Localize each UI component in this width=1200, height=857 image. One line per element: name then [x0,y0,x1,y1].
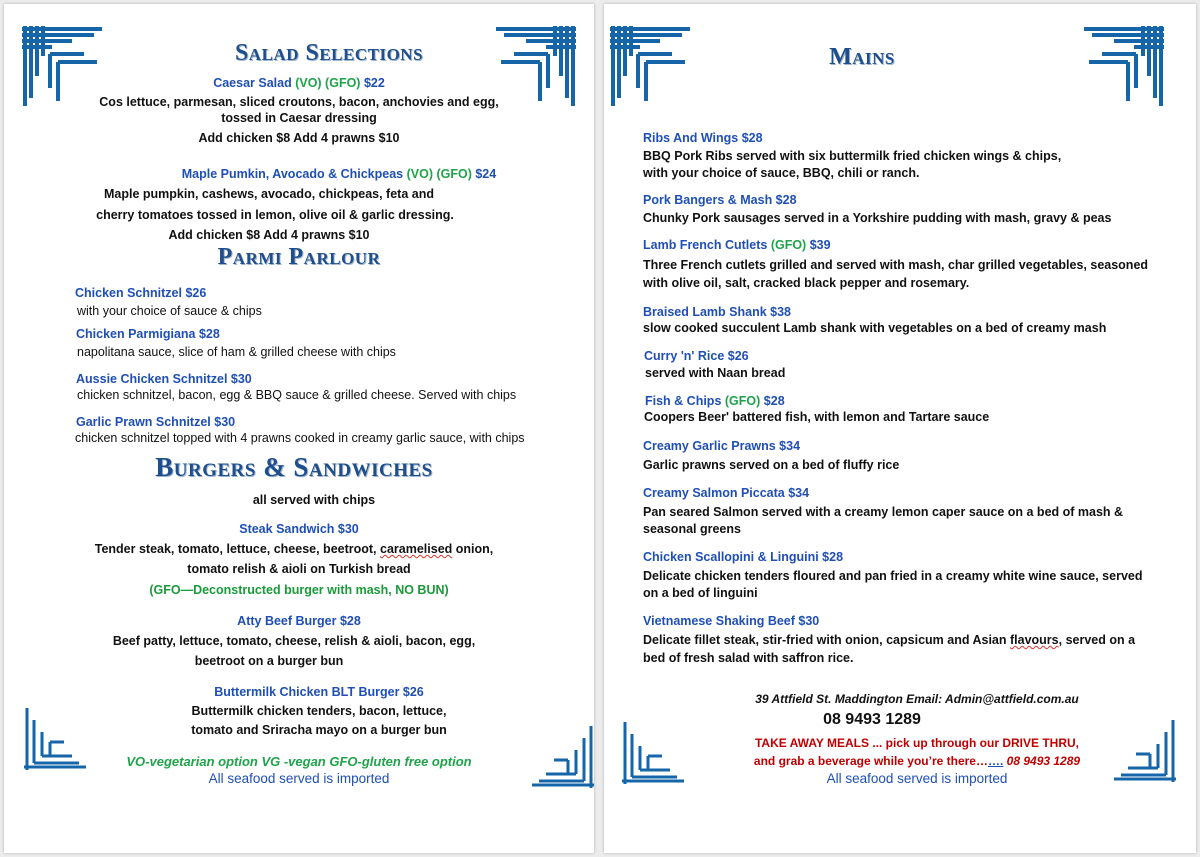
address-line: 39 Attfield St. Maddington Email: Admin@attfield.com.au [755,692,1079,706]
fish-desc: Coopers Beer' battered fish, with lemon and Tartare sauce [644,410,990,424]
seafood-note: All seafood served is imported [208,771,390,786]
steak-desc-1: Tender steak, tomato, lettuce, cheese, beetroot, caramelised onion, [94,542,494,556]
fish-title: Fish & Chips (GFO) $28 [645,394,785,408]
parmi-heading: Parmi Parlour [217,244,381,270]
lamb-desc-2: with olive oil, salt, cracked black pepper and rosemary. [643,276,970,290]
mains-heading: Mains [829,44,895,70]
parmi-item-3-desc: chicken schnitzel, bacon, egg & BBQ sauce & grilled cheese. Served with chips [77,388,517,402]
menu-page-left [4,4,594,853]
salad-heading: Salad Selections [234,40,424,66]
shank-title: Braised Lamb Shank $38 [643,305,791,319]
parmi-item-4-desc: chicken schnitzel topped with 4 prawns cooked in creamy garlic sauce, with chips [75,431,525,445]
parmi-item-3-name: Aussie Chicken Schnitzel $30 [76,372,252,386]
bangers-title: Pork Bangers & Mash $28 [643,193,797,207]
corner-ornament-icon [1080,26,1164,110]
takeaway-line-2: and grab a beverage while you’re there……. 08 9493 1289 [753,754,1081,768]
parmi-item-1-desc: with your choice of sauce & chips [77,304,262,318]
scallopini-desc-2: on a bed of linguini [643,586,758,600]
ribs-title: Ribs And Wings $28 [643,131,763,145]
prawns-desc: Garlic prawns served on a bed of fluffy rice [643,458,900,472]
parmi-item-2-name: Chicken Parmigiana $28 [76,327,220,341]
shank-desc: slow cooked succulent Lamb shank with vegetables on a bed of creamy mash [643,321,1107,335]
scallopini-title: Chicken Scallopini & Linguini $28 [643,550,844,564]
maple-title: Maple Pumkin, Avocado & Chickpeas (VO) (GFO) $24 [181,167,497,181]
salmon-desc-1: Pan seared Salmon served with a creamy lemon caper sauce on a bed of mash & [643,505,1124,519]
lamb-title: Lamb French Cutlets (GFO) $39 [643,238,831,252]
maple-desc-2: cherry tomatoes tossed in lemon, olive oil & garlic dressing. [96,208,454,222]
caesar-desc-1: Cos lettuce, parmesan, sliced croutons, bacon, anchovies and egg, [99,95,499,109]
burgers-subtitle: all served with chips [252,493,376,507]
atty-desc-1: Beef patty, lettuce, tomato, cheese, relish & aioli, bacon, egg, [112,634,476,648]
atty-desc-2: beetroot on a burger bun [194,654,344,668]
burgers-heading: Burgers & Sandwiches [155,452,433,482]
diet-legend: VO-vegetarian option VG -vegan GFO-gluten free option [126,754,472,769]
salmon-desc-2: seasonal greens [643,522,741,536]
blt-desc-1: Buttermilk chicken tenders, bacon, lettuce, [191,704,447,718]
salmon-title: Creamy Salmon Piccata $34 [643,486,810,500]
prawns-title: Creamy Garlic Prawns $34 [643,439,801,453]
bangers-desc: Chunky Pork sausages served in a Yorkshire pudding with mash, gravy & peas [643,211,1112,225]
atty-title: Atty Beef Burger $28 [237,614,361,628]
corner-ornament-icon [610,26,694,110]
maple-desc-1: Maple pumpkin, cashews, avocado, chickpeas, feta and [104,187,434,201]
parmi-item-1-name: Chicken Schnitzel $26 [75,286,207,300]
phone-number: 08 9493 1289 [823,711,921,728]
curry-desc: served with Naan bread [645,366,786,380]
ribs-desc-1: BBQ Pork Ribs served with six buttermilk fried chicken wings & chips, [643,149,1062,163]
menu-page-right [604,4,1196,853]
caesar-desc-2: tossed in Caesar dressing [221,111,377,125]
takeaway-line-1: TAKE AWAY MEALS ... pick up through our DRIVE THRU, [754,736,1079,750]
blt-title: Buttermilk Chicken BLT Burger $26 [214,685,424,699]
scallopini-desc-1: Delicate chicken tenders floured and pan fried in a creamy white wine sauce, served [643,569,1143,583]
steak-title: Steak Sandwich $30 [239,522,359,536]
caesar-addons: Add chicken $8 Add 4 prawns $10 [198,131,400,145]
steak-desc-2: tomato relish & aioli on Turkish bread [187,562,411,576]
caesar-title: Caesar Salad (VO) (GFO) $22 [213,76,385,90]
seafood-note-right: All seafood served is imported [826,771,1008,786]
blt-desc-2: tomato and Sriracha mayo on a burger bun [191,723,447,737]
maple-addons: Add chicken $8 Add 4 prawns $10 [168,228,370,242]
shaking-beef-desc-2: bed of fresh salad with saffron rice. [643,651,854,665]
parmi-item-4-name: Garlic Prawn Schnitzel $30 [76,415,236,429]
lamb-desc-1: Three French cutlets grilled and served with mash, char grilled vegetables, seasoned [643,258,1149,272]
shaking-beef-title: Vietnamese Shaking Beef $30 [643,614,820,628]
parmi-item-2-desc: napolitana sauce, slice of ham & grilled cheese with chips [77,345,396,359]
shaking-beef-desc-1: Delicate fillet steak, stir-fried with onion, capsicum and Asian flavours, served on a [643,633,1136,647]
steak-gfo-note: (GFO—Deconstructed burger with mash, NO BUN) [149,583,449,597]
curry-title: Curry 'n' Rice $26 [644,349,749,363]
ribs-desc-2: with your choice of sauce, BBQ, chili or ranch. [643,166,920,180]
